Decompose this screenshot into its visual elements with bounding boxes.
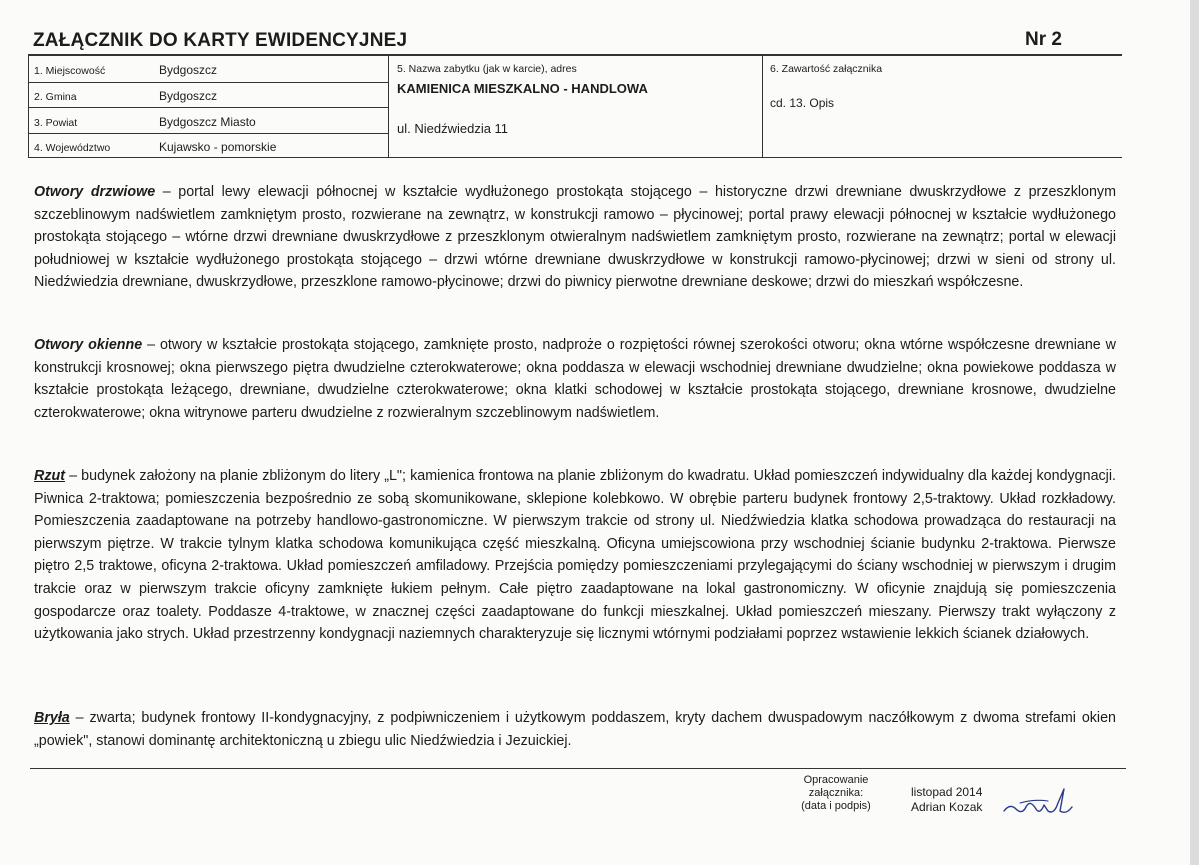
location-label: 3. Powiat — [34, 117, 78, 129]
section-separator: – — [69, 710, 90, 726]
footer-author: Adrian Kozak — [911, 800, 983, 814]
section-heading: Rzut — [34, 468, 65, 484]
document-title: ZAŁĄCZNIK DO KARTY EWIDENCYJNEJ — [33, 30, 408, 51]
footer-label-line: załącznika: — [808, 787, 864, 799]
table-top-rule — [28, 54, 1122, 56]
monument-name: KAMIENICA MIESZKALNO - HANDLOWA — [397, 81, 648, 96]
location-label: 2. Gmina — [34, 91, 77, 103]
section-text: zwarta; budynek frontowy II-kondygnacyjny, z podpiwniczeniem i użytkowym poddaszem, kryty dachem dwuspadowym naczółkowym z dwoma strefami okien „powiek", stanowi dominantę architektoniczną u zbiegu ulic Niedźwiedzia i Jezuickiej. — [34, 710, 1116, 749]
location-value: Bydgoszcz Miasto — [159, 115, 256, 129]
footer-label-line: Opracowanie — [803, 774, 869, 786]
footer-label-line: (data i podpis) — [801, 800, 871, 812]
footer-rule — [30, 768, 1126, 769]
location-value: Bydgoszcz — [159, 63, 218, 77]
document-number: Nr 2 — [1025, 29, 1062, 50]
section-separator: – — [64, 468, 82, 484]
section-heading: Otwory okienne — [34, 337, 143, 353]
section-windows — [34, 334, 1116, 424]
row-divider — [28, 82, 388, 83]
location-label: 4. Województwo — [34, 142, 111, 154]
section-heading: Otwory drzwiowe — [34, 184, 156, 200]
contents-label: 6. Zawartość załącznika — [770, 63, 883, 75]
column-divider — [388, 55, 389, 158]
section-massing — [34, 707, 1116, 752]
location-label: 1. Miejscowość — [34, 65, 106, 77]
section-plan — [34, 465, 1116, 646]
signature — [1000, 785, 1078, 821]
table-bottom-rule — [28, 157, 1122, 158]
monument-address: ul. Niedźwiedzia 11 — [397, 121, 509, 136]
section-heading: Bryła — [34, 710, 70, 726]
location-value: Kujawsko - pomorskie — [159, 140, 277, 154]
footer-label — [790, 774, 882, 813]
column-divider — [762, 55, 763, 158]
section-doors — [34, 181, 1116, 294]
row-divider — [28, 133, 388, 134]
section-separator: – — [155, 184, 179, 200]
section-text: portal lewy elewacji północnej w kształcie wydłużonego prostokąta stojącego – historyczne drzwi drewniane dwuskrzydłowe z przeszklonym szczeblinowym nadświetlem zamkniętym prosto, rozwierane na zewnątrz, w konstrukcji ramowo – płycinowej; portal prawy elewacji północnej w kształcie wydłużonego prostokąta stojącego – wtórne drzwi drewniane dwuskrzydłowe z przeszklonym otwieralnym nadświetlem zamkniętym prosto, rozwierane na zewnątrz; portal w elewacji południowej w kształcie wydłużonego prostokąta stojącego – drzwi wtórne drewniane dwuskrzydłowe w konstrukcji ramowo-płycinowej; drzwi w sieni od strony ul. Niedźwiedzia drewniane, dwuskrzydłowe, przeszklone ramowo-płycinowe; drzwi do piwnicy pierwotne drewniane deskowe; drzwi do mieszkań współczesne. — [34, 184, 1116, 291]
monument-label: 5. Nazwa zabytku (jak w karcie), adres — [397, 63, 577, 75]
page-edge — [1190, 0, 1199, 865]
section-separator: – — [142, 337, 160, 353]
footer-date: listopad 2014 — [911, 785, 983, 799]
row-divider — [28, 107, 388, 108]
section-text: budynek założony na planie zbliżonym do litery „L"; kamienica frontowa na planie zbliżonym do kwadratu. Układ pomieszczeń indywidualny dla każdej kondygnacji. Piwnica 2-traktowa; pomieszczenia bezpośrednio ze sobą skomunikowane, sklepione kolebkowo. W obrębie parteru budynek frontowy 2,5-traktowy. Układ rozkładowy. Pomieszczenia zaadaptowane na potrzeby handlowo-gastronomiczne. W pierwszym trakcie od strony ul. Niedźwiedzia klatka schodowa prowadząca do restauracji na pierwszym piętrze. W trakcie tylnym klatka schodowa komunikująca część mieszkalną. Oficyna umiejscowiona przy wschodniej ścianie budynku 2-traktowa. Pierwsze piętro 2,5 traktowe, oficyna 2-traktowa. Układ pomieszczeń amfiladowy. Przejścia pomiędzy pomieszczeniami przylegającymi do ściany wschodniej w pierwszym i drugim trakcie oraz w pierwszym trakcie oficyny zamknięte łukiem pełnym. Całe piętro zaadaptowane na lokal gastronomiczny. W oficynie znajdują się pomieszczenia gospodarcze oraz toalety. Poddasze 4-traktowe, w znacznej części zaadaptowane do funkcji mieszkalnej. Układ pomieszczeń mieszany. Pierwszy trakt wyłączony z użytkowania jako strych. Układ przestrzenny kondygnacji naziemnych charakteryzuje się licznymi wtórnymi podziałami poprzez wstawienie lekkich ścianek działowych. — [34, 468, 1116, 643]
section-text: otwory w kształcie prostokąta stojącego, zamknięte prosto, nadproże o rozpiętości równej szerokości otworu; okna wtórne współczesne drewniane w konstrukcji krosnowej; okna pierwszego piętra dwudzielne czterokwaterowe; okna poddasza w elewacji wschodniej drewniane dwudzielne; okna powiekowe poddasza w kształcie prostokąta leżącego, drewniane, dwudzielne czterokwaterowe; okna klatki schodowej w kształcie prostokąta stojącego, drewniane krosnowe, dwudzielne czterokwaterowe; okna witrynowe parteru dwudzielne z rozwieralnym szczeblinowym nadświetlem. — [34, 337, 1116, 421]
column-divider — [28, 55, 29, 158]
location-value: Bydgoszcz — [159, 89, 218, 103]
contents-value: cd. 13. Opis — [770, 96, 835, 110]
